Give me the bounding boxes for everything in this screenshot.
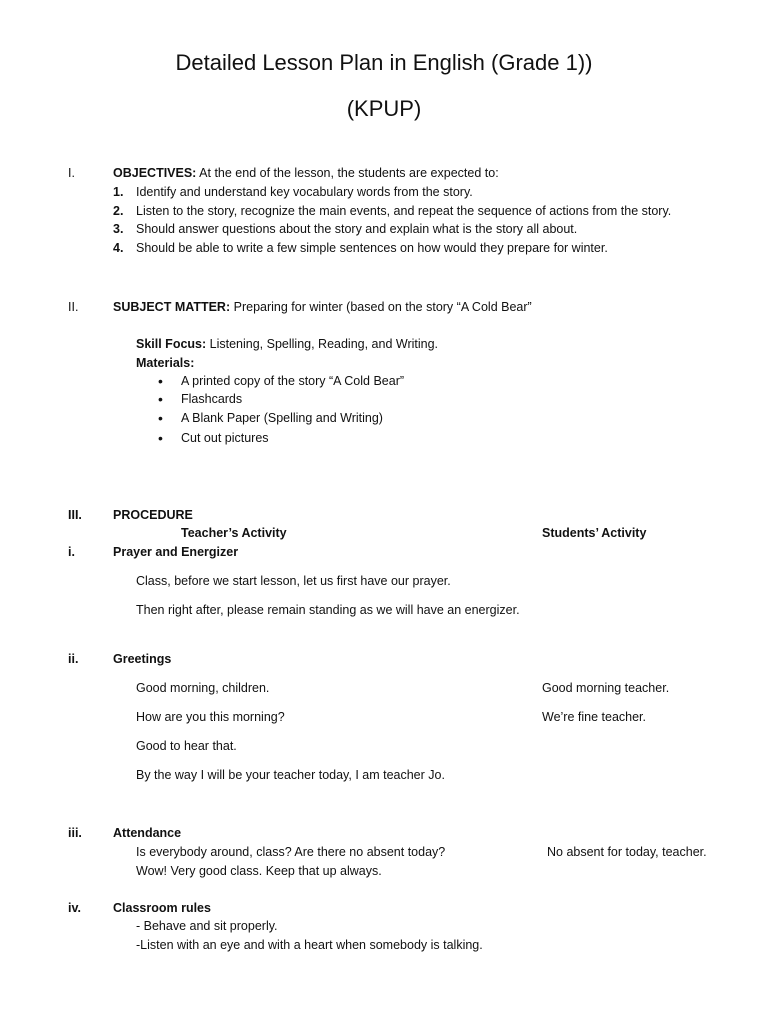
- subject-matter-heading: [113, 299, 532, 315]
- teacher-line: Then right after, please remain standing as we will have an energizer.: [136, 603, 520, 617]
- students-activity-header: Students’ Activity: [542, 526, 647, 540]
- teacher-line: Is everybody around, class? Are there no absent today?: [136, 845, 446, 859]
- section-numeral-objectives: I.: [68, 166, 75, 180]
- objectives-label: OBJECTIVES:: [113, 166, 197, 180]
- student-line: No absent for today, teacher.: [547, 845, 707, 859]
- section-numeral-procedure: III.: [68, 508, 82, 522]
- bullet-icon: •: [158, 430, 163, 446]
- objective-text: Should be able to write a few simple sentences on how would they prepare for winter.: [136, 241, 608, 255]
- procedure-heading: PROCEDURE: [113, 508, 193, 522]
- subsection-numeral-attendance: iii.: [68, 826, 82, 840]
- teacher-line: Good to hear that.: [136, 739, 237, 753]
- bullet-icon: •: [158, 391, 163, 407]
- objective-number: 1.: [113, 185, 124, 199]
- teacher-line: By the way I will be your teacher today, I am teacher Jo.: [136, 768, 445, 782]
- objective-number: 3.: [113, 222, 124, 236]
- skill-focus-text: Listening, Spelling, Reading, and Writing.: [209, 337, 439, 351]
- subsection-numeral-rules: iv.: [68, 901, 81, 915]
- rule-line: -Listen with an eye and with a heart when somebody is talking.: [136, 938, 483, 952]
- objective-number: 4.: [113, 241, 124, 255]
- subject-matter-label: SUBJECT MATTER:: [113, 300, 231, 314]
- objective-text: Should answer questions about the story and explain what is the story all about.: [136, 222, 578, 236]
- rule-line: - Behave and sit properly.: [136, 919, 278, 933]
- teacher-line: Class, before we start lesson, let us first have our prayer.: [136, 574, 451, 588]
- prayer-heading: Prayer and Energizer: [113, 545, 239, 559]
- subsection-numeral-prayer: i.: [68, 545, 75, 559]
- teacher-line: Wow! Very good class. Keep that up always.: [136, 864, 382, 878]
- skill-focus-label: Skill Focus:: [136, 337, 207, 351]
- objectives-heading: [113, 165, 499, 181]
- teacher-line: How are you this morning?: [136, 710, 285, 724]
- bullet-icon: •: [158, 373, 163, 389]
- bullet-icon: •: [158, 410, 163, 426]
- objectives-intro: At the end of the lesson, the students are expected to:: [199, 166, 499, 180]
- section-numeral-subject-matter: II.: [68, 300, 79, 314]
- teacher-line: Good morning, children.: [136, 681, 270, 695]
- objective-text: Identify and understand key vocabulary words from the story.: [136, 185, 473, 199]
- student-line: Good morning teacher.: [542, 681, 670, 695]
- subsection-numeral-greetings: ii.: [68, 652, 79, 666]
- materials-label: Materials:: [136, 356, 195, 370]
- materials-item: Flashcards: [181, 392, 243, 406]
- rules-heading: Classroom rules: [113, 901, 211, 915]
- materials-item: A printed copy of the story “A Cold Bear”: [181, 374, 405, 388]
- teacher-activity-header: Teacher’s Activity: [181, 526, 287, 540]
- subject-matter-text: Preparing for winter (based on the story “A Cold Bear”: [233, 300, 532, 314]
- materials-item: Cut out pictures: [181, 431, 269, 445]
- materials-item: A Blank Paper (Spelling and Writing): [181, 411, 383, 425]
- attendance-heading: Attendance: [113, 826, 182, 840]
- greetings-heading: Greetings: [113, 652, 172, 666]
- objective-text: Listen to the story, recognize the main events, and repeat the sequence of actions from the story.: [136, 204, 672, 218]
- document-title: Detailed Lesson Plan in English (Grade 1)): [175, 50, 593, 75]
- objective-number: 2.: [113, 204, 124, 218]
- skill-focus: [136, 336, 438, 352]
- student-line: We’re fine teacher.: [542, 710, 646, 724]
- document-subtitle: (KPUP): [346, 96, 422, 121]
